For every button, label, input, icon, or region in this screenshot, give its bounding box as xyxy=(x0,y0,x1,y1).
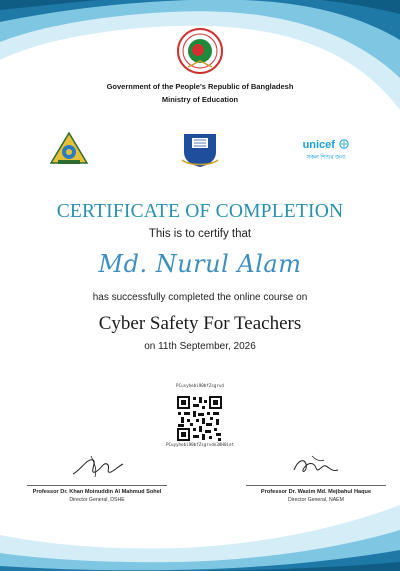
unicef-wordmark: unicef xyxy=(302,139,335,151)
certify-statement: This is to certify that xyxy=(148,228,252,240)
signature-line xyxy=(27,485,167,486)
unicef-logo xyxy=(296,135,356,163)
signatory-name: Professor Dr. Khan Moinuddin Al Mahmud Sohel xyxy=(32,489,162,495)
signatory-role: Director General, NAEM xyxy=(288,497,344,503)
dshe-emblem-icon xyxy=(50,132,88,166)
verification-qr-code xyxy=(176,395,223,442)
unicef-tagline: সকল শিশুর জন্য xyxy=(306,155,346,161)
signature-left-handwritten xyxy=(67,450,127,480)
government-name: Government of the People's Republic of Bangladesh xyxy=(106,82,294,91)
verification-code-top: PCusyhebi90bfZsgrvd xyxy=(176,383,224,388)
course-name: Cyber Safety For Teachers xyxy=(98,313,302,334)
signatory-right xyxy=(231,450,400,503)
naem-emblem-icon xyxy=(180,130,220,168)
signature-line xyxy=(246,485,386,486)
globe-icon xyxy=(339,139,349,149)
verification-code-bottom: PCuyyhebi90bfZsgrvdn30H0iet xyxy=(165,442,235,447)
completion-date: on 11th September, 2026 xyxy=(144,341,256,352)
ministry-name: Ministry of Education xyxy=(161,95,239,104)
recipient-name: Md. Nurul Alam xyxy=(98,250,302,278)
signatory-name: Professor Dr. Wasim Md. Mejbahul Haque xyxy=(260,489,372,495)
bangladesh-government-seal-icon xyxy=(176,27,224,75)
certificate-title: CERTIFICATE OF COMPLETION xyxy=(56,201,344,222)
signatory-left xyxy=(12,450,182,503)
government-header xyxy=(0,80,400,106)
signatory-role: Director General, DSHE xyxy=(69,497,125,503)
completion-statement: has successfully completed the online course on xyxy=(92,292,308,303)
signature-right-handwritten xyxy=(286,450,346,480)
